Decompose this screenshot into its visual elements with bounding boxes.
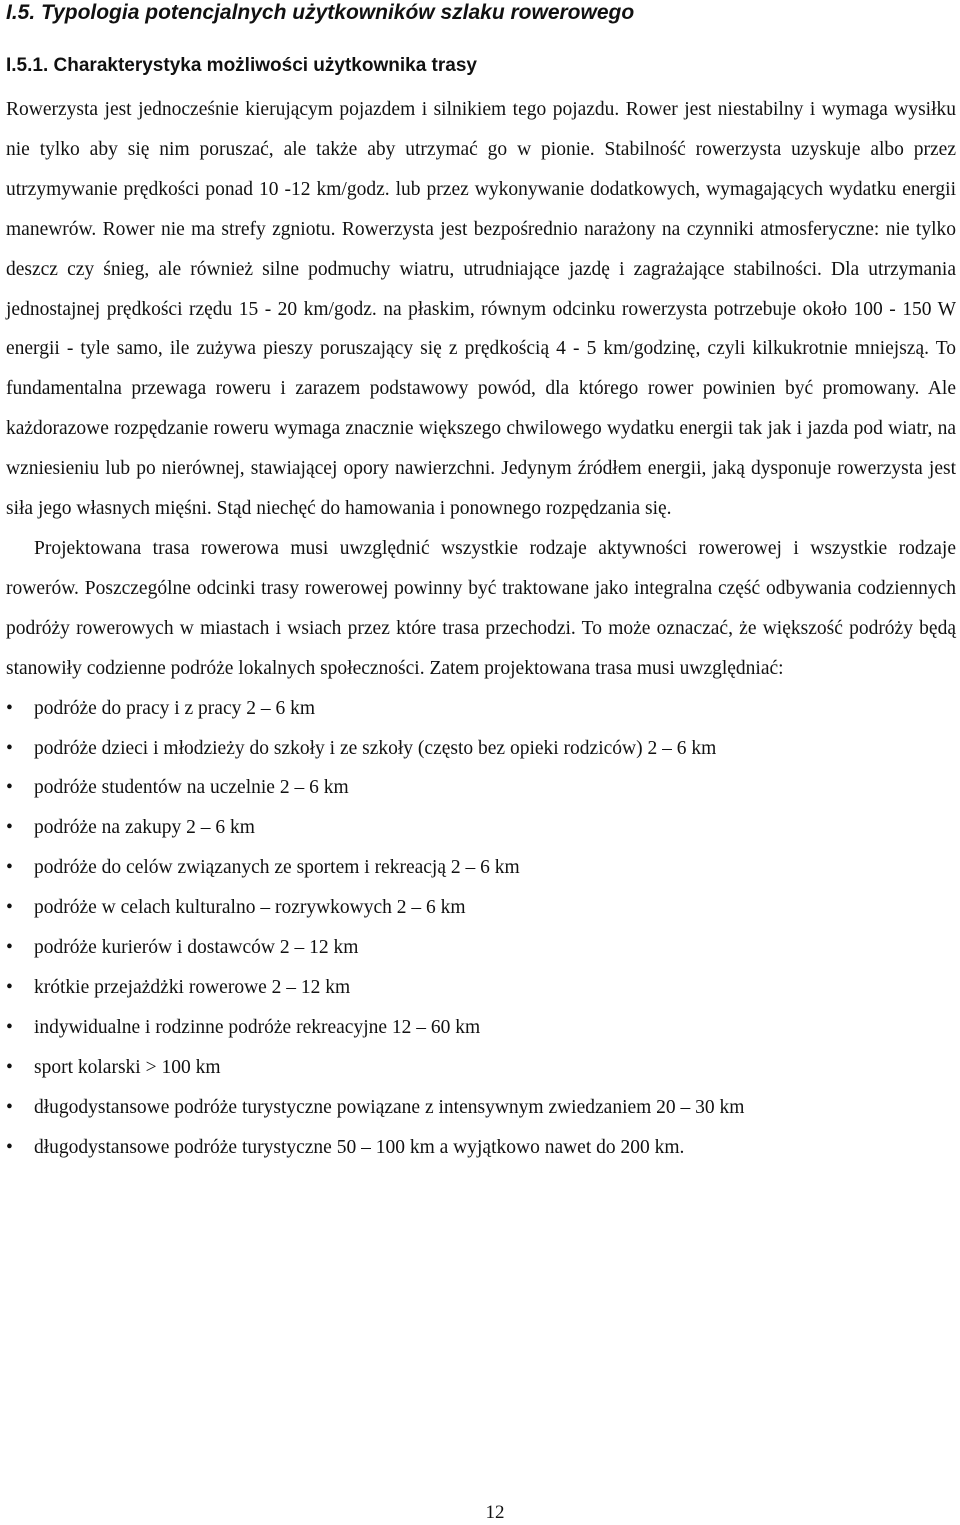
list-item-text: długodystansowe podróże turystyczne powiązane z intensywnym zwiedzaniem 20 – 30 km [34,1096,745,1118]
list-item [6,928,956,968]
list-item [6,1128,956,1168]
bullet-icon: • [6,1096,13,1118]
bullet-icon: • [6,976,13,998]
list-item-text: podróże do pracy i z pracy 2 – 6 km [34,697,316,719]
list-item-text: podróże dzieci i młodzieży do szkoły i ze szkoły (często bez opieki rodziców) 2 – 6 km [34,737,717,759]
list-item-text: podróże kurierów i dostawców 2 – 12 km [34,937,359,959]
list-item [6,729,956,769]
bullet-icon: • [6,857,13,879]
bullet-icon: • [6,817,13,839]
bullet-icon: • [6,1016,13,1038]
list-item-text: podróże studentów na uczelnie 2 – 6 km [34,777,349,799]
list-item-text: sport kolarski > 100 km [34,1056,221,1078]
list-item [6,808,956,848]
list-item-text: długodystansowe podróże turystyczne 50 – 100 km a wyjątkowo nawet do 200 km. [34,1136,685,1158]
list-item-text: podróże do celów związanych ze sportem i rekreacją 2 – 6 km [34,857,520,879]
bullet-icon: • [6,1056,13,1078]
subsection-heading: I.5.1. Charakterystyka możliwości użytkownika trasy [6,55,477,76]
document-page [6,0,956,1167]
bullet-icon: • [6,777,13,799]
bullet-icon: • [6,697,13,719]
paragraph-2: Projektowana trasa rowerowa musi uwzględnić wszystkie rodzaje aktywności rowerowej i wszystkie rodzaje rowerów. Poszczególne odcinki trasy rowerowej powinny być traktowane jako integralna część odbywania codziennych podróży rowerowych w miastach i wsiach przez które trasa przechodzi. To może oznaczać, że większość podróży będą stanowiły codzienne podróże lokalnych społeczności. Zatem projektowana trasa musi uwzględniać: [6,537,956,679]
list-item-text: podróże w celach kulturalno – rozrywkowych 2 – 6 km [34,897,466,919]
trip-types-list [6,689,956,1168]
bullet-icon: • [6,897,13,919]
bullet-icon: • [6,737,13,759]
list-item [6,1048,956,1088]
paragraph-1: Rowerzysta jest jednocześnie kierującym pojazdem i silnikiem tego pojazdu. Rower jest niestabilny i wymaga wysiłku nie tylko aby się nim poruszać, ale także aby utrzymać go w pionie. Stabilność rowerzysta uzyskuje albo przez utrzymywanie prędkości ponad 10 -12 km/godz. lub przez wykonywanie dodatkowych, wymagających wydatku energii manewrów. Rower nie ma strefy zgniotu. Rowerzysta jest bezpośrednio narażony na czynniki atmosferyczne: nie tylko deszcz czy śnieg, ale również silne podmuchy wiatru, utrudniające jazdę i zagrażające stabilności. Dla utrzymania jednostajnej prędkości rzędu 15 - 20 km/godz. na płaskim, równym odcinku rowerzysta potrzebuje około 100 - 150 W energii - tyle samo, ile zużywa pieszy poruszający się z prędkością 4 - 5 km/godzinę, czyli kilkukrotnie mniejszą. To fundamentalna przewaga roweru i zarazem podstawowy powód, dla którego rower powinien być promowany. Ale każdorazowe rozpędzanie roweru wymaga znacznie większego chwilowego wydatku energii tak jak i jazda pod wiatr, na wzniesieniu lub po nierównej, stawiającej opory nawierzchni. Jedynym źródłem energii, jaką dysponuje rowerzysta jest siła jego własnych mięśni. Stąd niechęć do hamowania i ponownego rozpędzania się. [6,99,956,520]
list-item [6,768,956,808]
list-item [6,1088,956,1128]
section-heading: I.5. Typologia potencjalnych użytkowników szlaku rowerowego [6,1,635,24]
page-number: 12 [485,1502,505,1523]
bullet-icon: • [6,937,13,959]
list-item [6,968,956,1008]
list-item [6,1008,956,1048]
list-item-text: indywidualne i rodzinne podróże rekreacyjne 12 – 60 km [34,1016,481,1038]
list-item [6,888,956,928]
list-item [6,848,956,888]
list-item-text: krótkie przejażdżki rowerowe 2 – 12 km [34,976,351,998]
list-item [6,689,956,729]
list-item-text: podróże na zakupy 2 – 6 km [34,817,255,839]
bullet-icon: • [6,1136,13,1158]
